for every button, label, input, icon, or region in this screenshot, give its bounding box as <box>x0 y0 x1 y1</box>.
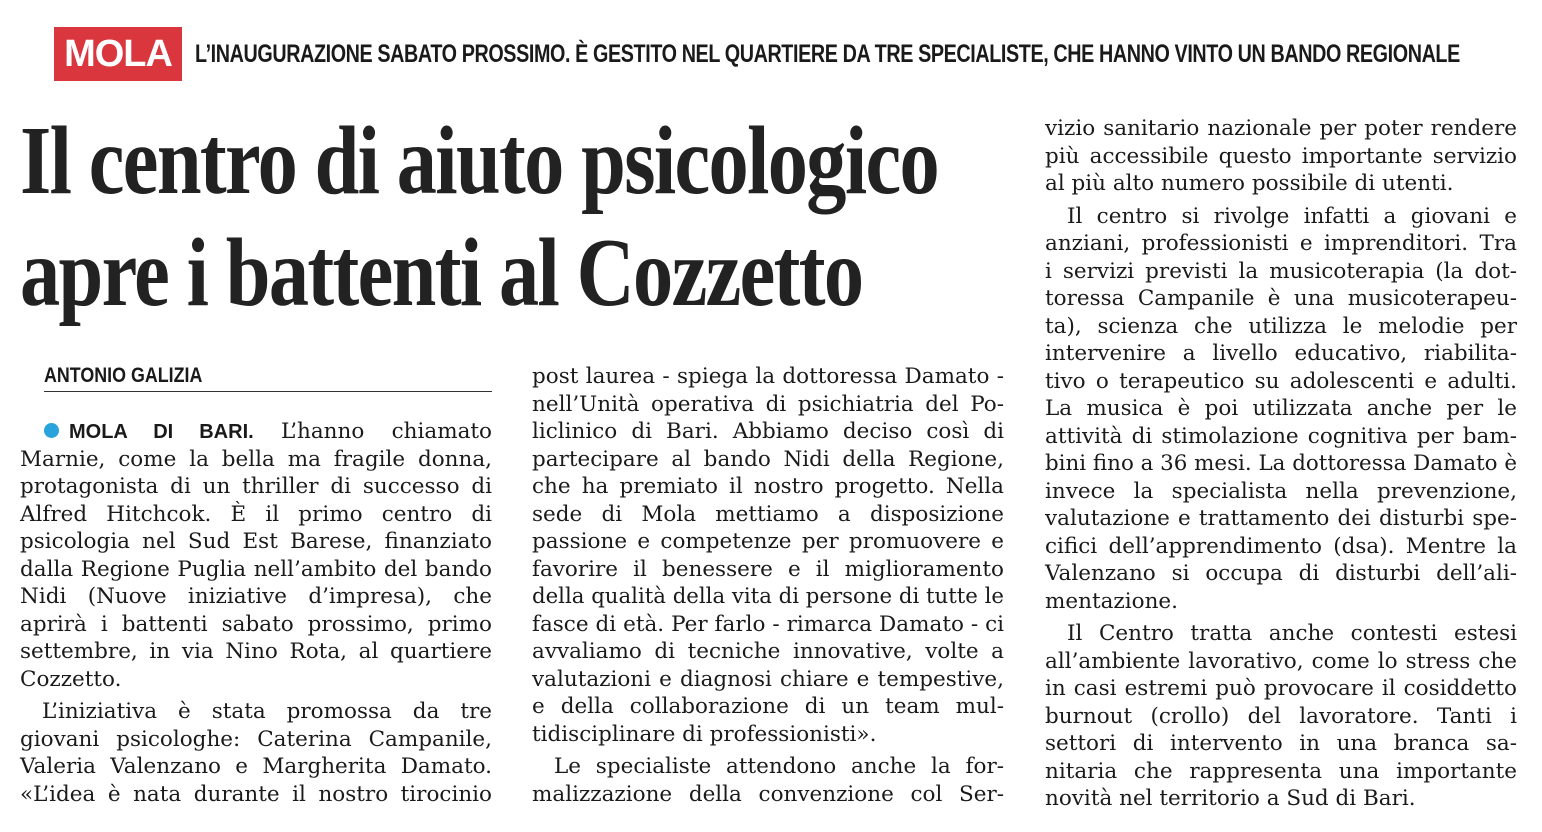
text-line: nell’Unità operativa di psichiatria del Po- <box>532 391 1004 417</box>
headline-line-1: Il centro di aiuto psicologico <box>20 107 939 215</box>
text-line: mentazione. <box>1045 588 1178 614</box>
text-line: più accessibile questo importante servizio <box>1045 143 1517 169</box>
dateline: MOLA DI BARI. <box>69 421 254 443</box>
text-line: e della collaborazione di un team mul- <box>532 694 1004 719</box>
text-line: in casi estremi può provocare il cosiddetto <box>1045 676 1517 701</box>
text-line: valutazione e trattamento dei disturbi spe- <box>1045 506 1517 531</box>
text-line: tivo o terapeutico su adolescenti e adulti. <box>1045 368 1517 394</box>
byline-author: ANTONIO GALIZIA <box>44 364 203 387</box>
text-line: toressa Campanile è una musicoterapeu- <box>1045 286 1517 311</box>
text-line: Valeria Valenzano e Margherita Damato. <box>20 754 492 779</box>
text-line: nitaria che rappresenta una importante <box>1045 758 1517 784</box>
text-line: burnout (crollo) del lavoratore. Tanti i <box>1045 703 1517 729</box>
text-line: i servizi previsti la musicoterapia (la dot- <box>1045 258 1517 284</box>
text-line: settori di intervento in una branca sa- <box>1045 731 1517 756</box>
text-line <box>20 418 492 446</box>
byline <box>44 362 492 392</box>
kicker-bar <box>54 27 1524 81</box>
text-line: anziani, professionisti e imprenditori. Tra <box>1045 231 1517 256</box>
text-line: della qualità della vita di persone di tutte le <box>532 584 1004 609</box>
text-line: Cozzetto. <box>20 666 122 692</box>
text-line: La musica è poi utilizzata anche per le <box>1045 396 1517 421</box>
text-line: liclinico di Bari. Abbiamo deciso così di <box>532 419 1004 444</box>
text-line: Le specialiste attendono anche la for- <box>554 754 1004 779</box>
text-line: vizio sanitario nazionale per poter rendere <box>1045 116 1517 141</box>
article-column-2 <box>532 363 1004 808</box>
section-tag: MOLA <box>54 27 182 81</box>
text-line: ta), scienza che utilizza le melodie per <box>1045 313 1517 339</box>
text-line: attività di stimolazione cognitiva per bam- <box>1045 423 1517 449</box>
text-line: fasce di età. Per farlo - rimarca Damato - ci <box>532 611 1004 637</box>
text-fragment: L’hanno chiamato <box>281 419 492 444</box>
text-line: «L’idea è nata durante il nostro tirocinio <box>20 781 492 807</box>
text-line: settembre, in via Nino Rota, al quartiere <box>20 639 492 664</box>
text-line: passione e competenze per promuovere e <box>532 529 1004 554</box>
text-line: Valenzano si occupa di disturbi dell’ali- <box>1045 561 1517 586</box>
text-line: malizzazione della convenzione col Ser- <box>532 781 1004 807</box>
headline-line-2: apre i battenti al Cozzetto <box>20 219 863 327</box>
text-line: partecipare al bando Nidi della Regione, <box>532 446 1004 472</box>
text-line: aprirà i battenti sabato prossimo, primo <box>20 611 492 637</box>
text-line: Marnie, come la bella ma fragile donna, <box>20 446 492 472</box>
text-line: Alfred Hitchcok. È il primo centro di <box>20 501 492 527</box>
text-line: Il Centro tratta anche contesti estesi <box>1067 621 1517 646</box>
text-line: favorire il benessere e il miglioramento <box>532 556 1004 582</box>
kicker-text: L’INAUGURAZIONE SABATO PROSSIMO. È GESTITO NEL QUARTIERE DA TRE SPECIALISTE, CHE HANNO VINTO UN BANDO REGIONALE <box>195 40 1460 68</box>
text-line: che ha premiato il nostro progetto. Nella <box>532 474 1004 499</box>
article-column-3 <box>1045 115 1517 813</box>
text-line: post laurea - spiega la dottoressa Damato - <box>532 364 1004 389</box>
text-line: cifici dell’apprendimento (dsa). Mentre la <box>1045 533 1517 559</box>
text-line: psicologia nel Sud Est Barese, finanziato <box>20 529 492 554</box>
article-column-1 <box>20 418 492 808</box>
text-line: Nidi (Nuove iniziative d’impresa), che <box>20 584 492 609</box>
text-line: all’ambiente lavorativo, come lo stress che <box>1045 648 1517 674</box>
headline <box>20 105 963 329</box>
text-line: avvaliamo di tecniche innovative, volte a <box>532 639 1004 664</box>
text-line: novità nel territorio a Sud di Bari. <box>1045 786 1416 811</box>
text-line: intervenire a livello educativo, riabilita- <box>1045 341 1517 366</box>
text-line: dalla Regione Puglia nell’ambito del bando <box>20 556 492 582</box>
text-line: giovani psicologhe: Caterina Campanile, <box>20 726 492 752</box>
text-line: tidisciplinare di professionisti». <box>532 721 877 747</box>
text-line: bini fino a 36 mesi. La dottoressa Damato è <box>1045 451 1517 476</box>
text-line: L’iniziativa è stata promossa da tre <box>42 699 492 724</box>
text-line: al più alto numero possibile di utenti. <box>1045 171 1454 196</box>
bullet-dot-icon <box>44 423 59 438</box>
text-line: sede di Mola mettiamo a disposizione <box>532 501 1004 527</box>
text-line: Il centro si rivolge infatti a giovani e <box>1067 203 1517 229</box>
text-line: valutazioni e diagnosi chiare e tempestive, <box>532 666 1004 692</box>
text-line: protagonista di un thriller di successo di <box>20 474 492 499</box>
text-line: invece la specialista nella prevenzione, <box>1045 478 1517 504</box>
